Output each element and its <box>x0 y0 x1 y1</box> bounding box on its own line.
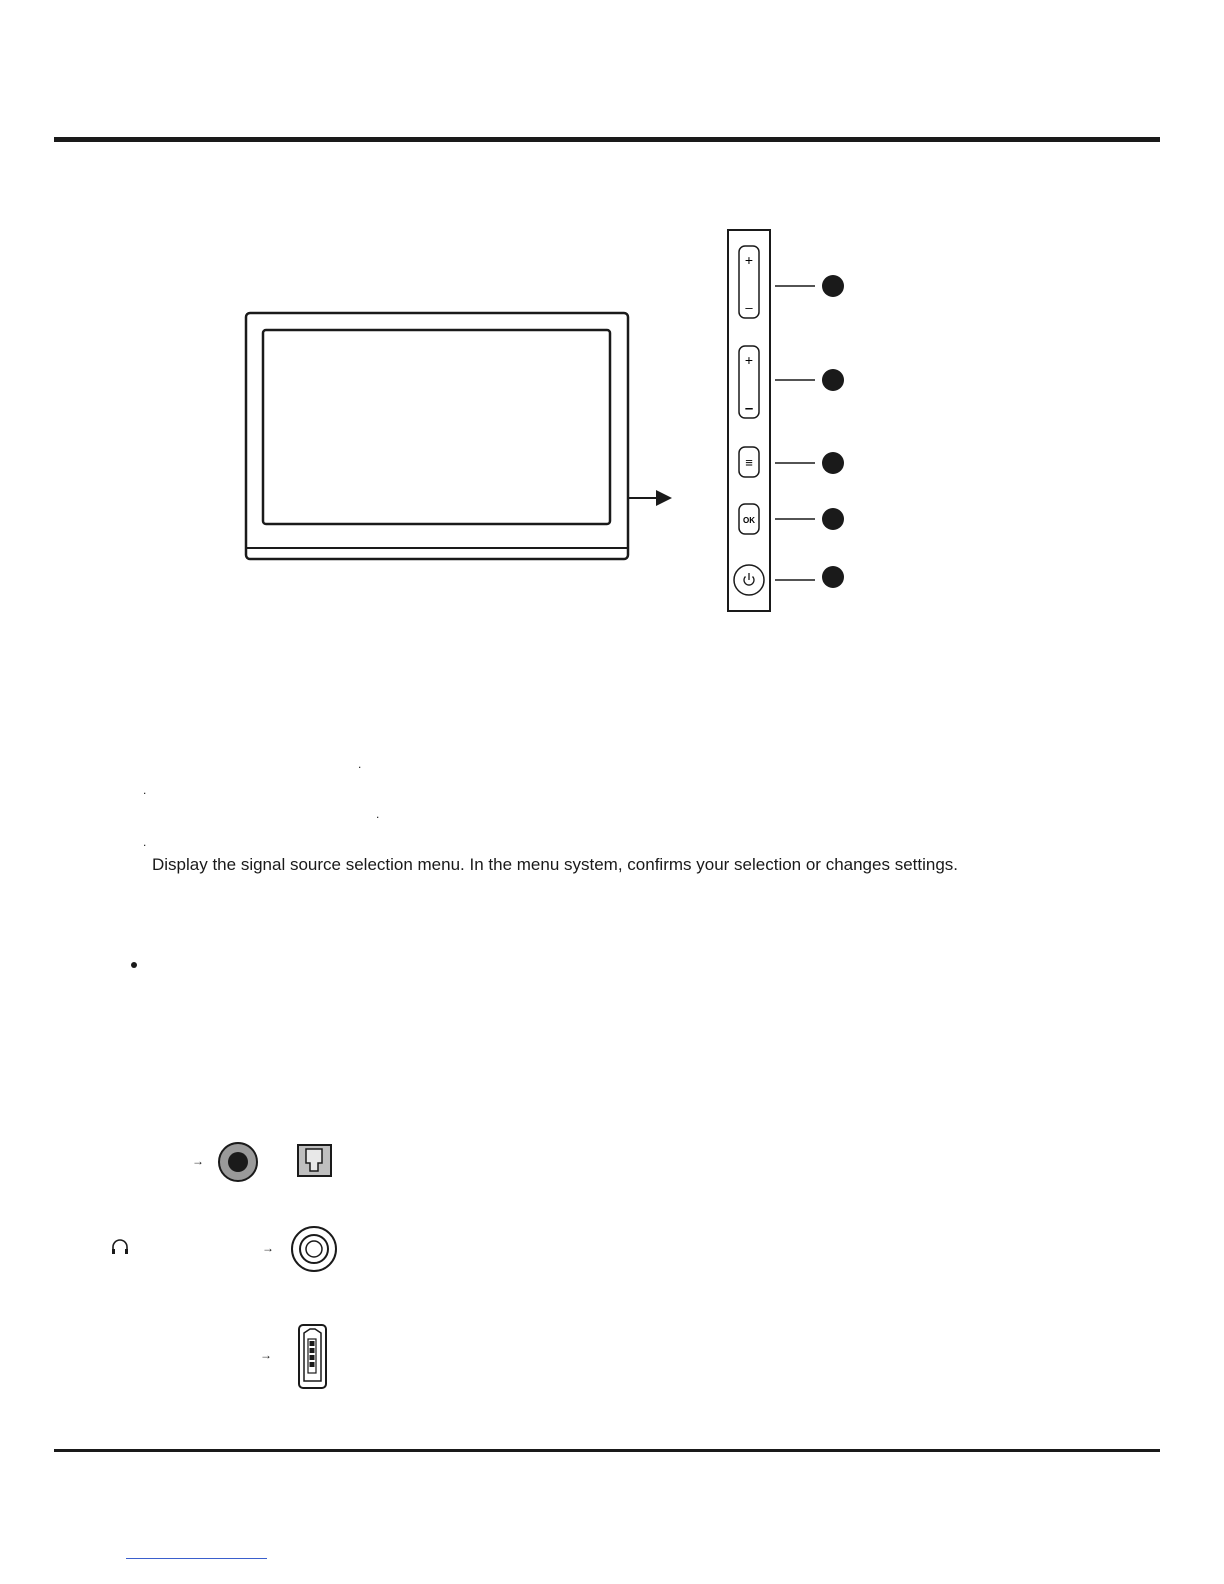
coaxial-jack-icon <box>216 1140 262 1184</box>
headphone-icon <box>110 1238 130 1256</box>
callout-marker-2 <box>822 369 844 391</box>
footer-rule <box>54 1449 1160 1452</box>
text-fragment: . <box>376 807 380 821</box>
callout-marker-3 <box>822 452 844 474</box>
footer-link[interactable] <box>126 1558 267 1559</box>
minus-icon: – <box>744 400 754 417</box>
headphone-jack-icon <box>289 1225 339 1275</box>
connector-arrow: → <box>192 1154 204 1168</box>
arrow-right-icon <box>656 490 672 506</box>
connector-arrow: → <box>262 1241 274 1255</box>
text-fragment: . <box>143 835 147 849</box>
tv-diagram <box>0 0 1224 640</box>
minus-icon: – <box>745 300 753 315</box>
plus-minus-button-2 <box>739 346 759 418</box>
text-fragment: . <box>143 783 147 797</box>
connector-arrow: → <box>260 1348 272 1362</box>
callout-marker-5 <box>822 566 844 588</box>
menu-button <box>739 447 759 477</box>
text-fragment: . <box>358 757 362 771</box>
ok-button-description: Display the signal source selection menu. In the menu system, confirms your selection or changes settings. <box>152 855 958 874</box>
tv-illustration <box>246 313 672 559</box>
ok-icon: OK <box>743 516 755 525</box>
plus-minus-button-1 <box>739 246 759 318</box>
callout-marker-1 <box>822 275 844 297</box>
optical-port-icon <box>296 1143 334 1179</box>
plus-icon: + <box>744 252 754 268</box>
plus-icon: + <box>744 352 754 368</box>
mini-usb-port-icon <box>296 1323 330 1391</box>
bullet-point <box>131 962 137 968</box>
callout-marker-4 <box>822 508 844 530</box>
side-panel <box>728 230 844 611</box>
power-button <box>734 565 764 595</box>
menu-icon: ≡ <box>745 455 753 470</box>
ok-button <box>739 504 759 534</box>
